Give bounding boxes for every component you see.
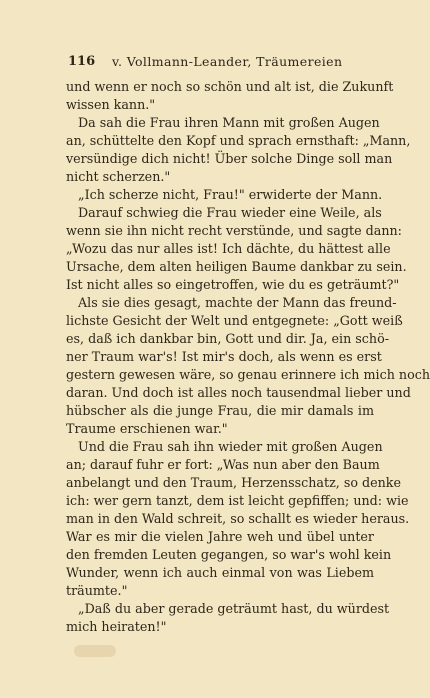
text-line: „Daß du aber gerade geträumt hast, du würdest	[78, 601, 390, 616]
text-line: Darauf schwieg die Frau wieder eine Weile, als	[78, 205, 382, 220]
text-line: War es mir die vielen Jahre weh und übel unter	[66, 529, 374, 544]
running-title: v. Vollmann-Leander, Träumereien	[112, 54, 343, 69]
text-line: nicht scherzen."	[66, 169, 171, 184]
text-line: es, daß ich dankbar bin, Gott und dir. Ja, ein schö-	[66, 331, 390, 346]
page-number: 116	[68, 54, 96, 69]
text-line: Wunder, wenn ich auch einmal von was Liebem	[66, 565, 374, 580]
text-line: Da sah die Frau ihren Mann mit großen Augen	[78, 115, 380, 130]
text-line: daran. Und doch ist alles noch tausendmal lieber und	[66, 385, 411, 400]
text-line: an, schüttelte den Kopf und sprach ernsthaft: „Mann,	[66, 133, 411, 148]
text-line: träumte."	[66, 583, 128, 598]
text-line: den fremden Leuten gegangen, so war's wohl kein	[66, 547, 392, 562]
text-line: wenn sie ihn nicht recht verstünde, und sagte dann:	[66, 223, 402, 238]
text-line: mich heiraten!"	[66, 619, 167, 634]
text-line: „Wozu das nur alles ist! Ich dächte, du hättest alle	[66, 241, 391, 256]
page-body-text	[66, 78, 430, 636]
text-line: versündige dich nicht! Über solche Dinge soll man	[66, 151, 393, 166]
text-line: Und die Frau sah ihn wieder mit großen Augen	[78, 439, 383, 454]
text-line: ner Traum war's! Ist mir's doch, als wenn es erst	[66, 349, 382, 364]
page-header	[68, 54, 373, 72]
text-line: und wenn er noch so schön und alt ist, die Zukunft	[66, 79, 394, 94]
text-line: Traume erschienen war."	[66, 421, 228, 436]
text-line: Als sie dies gesagt, machte der Mann das freund-	[78, 295, 397, 310]
text-line: wissen kann."	[66, 97, 156, 112]
text-line: Ursache, dem alten heiligen Baume dankbar zu sein.	[66, 259, 407, 274]
text-line: Ist nicht alles so eingetroffen, wie du es geträumt?"	[66, 277, 400, 292]
paper-defect	[74, 645, 116, 657]
text-line: man in den Wald schreit, so schallt es wieder heraus.	[66, 511, 410, 526]
text-line: gestern gewesen wäre, so genau erinnere ich mich noch	[66, 367, 430, 382]
text-line: an; darauf fuhr er fort: „Was nun aber den Baum	[66, 457, 380, 472]
text-line: anbelangt und den Traum, Herzensschatz, so denke	[66, 475, 401, 490]
text-line: ich: wer gern tanzt, dem ist leicht gepfiffen; und: wie	[66, 493, 409, 508]
text-line: hübscher als die junge Frau, die mir damals im	[66, 403, 374, 418]
text-line: „Ich scherze nicht, Frau!" erwiderte der Mann.	[78, 187, 383, 202]
text-line: lichste Gesicht der Welt und entgegnete: „Gott weiß	[66, 313, 403, 328]
